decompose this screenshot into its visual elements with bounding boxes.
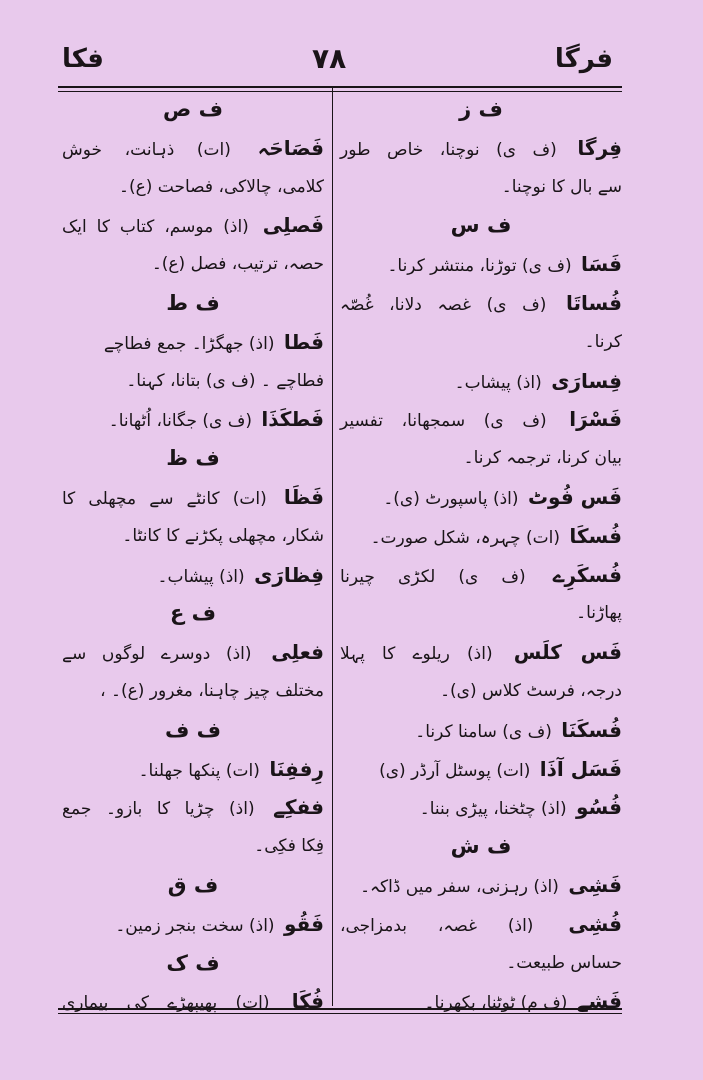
entry-line: [340, 284, 622, 323]
entry-definition: (اذ) دوسرے لوگوں سے: [62, 644, 252, 665]
entry-line: [340, 245, 622, 284]
entry-line: [62, 362, 324, 401]
entry-line: [340, 672, 622, 711]
entry-line: [62, 827, 324, 866]
letter-section-heading: ف ظ: [166, 446, 220, 471]
entry-line: [340, 982, 622, 1021]
entry-definition: (اذ) پیشاب۔: [454, 372, 542, 393]
entry-headword: فَصَاحَہ: [257, 135, 325, 160]
entry-line: [62, 323, 324, 362]
entry-definition: سے بال کا نوچنا۔: [501, 176, 622, 197]
entry-definition: (ات) کانٹے سے مچھلی کا: [62, 488, 267, 509]
entry-definition: فطاچے ۔ (ف ی) بتانا، کہنا۔: [126, 370, 324, 391]
entry-definition: شکار، مچھلی پکڑنے کا کانٹا۔: [122, 525, 324, 546]
entry-headword: فَس کلَس: [513, 640, 622, 665]
entry-definition: (اذ) موسم، کتاب کا ایک: [62, 217, 249, 238]
entry-definition: (اذ) جھگڑا۔ جمع فطاچے: [103, 333, 275, 354]
letter-section-heading: ف ص: [163, 97, 223, 121]
entry-definition: (اذ) رہزنی، سفر میں ڈاکہ۔: [360, 876, 559, 897]
entry-definition: (اذ) سخت بنجر زمین۔: [115, 915, 275, 936]
entry-headword: فَسَا: [581, 252, 622, 277]
entry-definition: (اذ) چڑیا کا بازو۔ جمع: [62, 799, 255, 820]
letter-section-heading: ف ع: [169, 601, 217, 626]
entry-line: [340, 168, 622, 207]
entry-definition: (ف م) ٹوٹنا، بکھرنا۔: [424, 993, 568, 1014]
entry-definition: (ف ی) سمجھانا، تفسیر: [340, 411, 547, 432]
entry-line: [340, 517, 622, 556]
entry-definition: کرنا۔: [584, 331, 622, 352]
entry-headword: رِففِنَا: [269, 756, 324, 781]
entry-definition: (اذ) پیشاب۔: [157, 566, 245, 587]
entry-line: [62, 206, 324, 245]
entry-line: [340, 362, 622, 401]
entry-definition: (ات) ذہانت، خوش: [62, 139, 231, 160]
entry-headword: فَطکَذَا: [261, 407, 324, 432]
entry-line: [340, 129, 622, 168]
entry-line: [340, 400, 622, 439]
entry-definition: (ات) پھیپھڑے کی بیماری: [62, 993, 270, 1014]
entry-line: [62, 905, 324, 944]
entry-headword: فَسَل آذَا: [539, 756, 622, 781]
entry-line: [340, 633, 622, 672]
entry-definition: مختلف چیز چاہنا، مغرور (ع)۔ ،: [100, 680, 324, 701]
letter-section-heading: ف ش: [450, 834, 512, 859]
entry-headword: فُساتَا: [566, 290, 622, 315]
header-first-word: فرگا: [554, 44, 613, 74]
entry-headword: فَظَا: [283, 484, 324, 509]
entry-definition: (ف ی) سامنا کرنا۔: [415, 721, 552, 742]
entry-headword: فَطا: [283, 329, 324, 354]
entry-line: [62, 245, 324, 284]
entry-headword: فَصلِی: [262, 213, 324, 238]
entry-headword: فَشے: [576, 989, 622, 1014]
entry-line: [62, 788, 324, 827]
entry-definition: (ف ی) نوچنا، خاص طور: [340, 139, 557, 160]
entry-line: [62, 168, 324, 207]
entry-definition: بیان کرنا، ترجمہ کرنا۔: [463, 448, 622, 469]
entry-line: [340, 750, 622, 789]
entry-definition: (ف ی) غصہ دلانا، غُصّہ: [340, 294, 547, 315]
entry-line: [340, 905, 622, 944]
entry-definition: (اذ) ریلوے کا پہلا: [340, 644, 493, 665]
entry-headword: فعلِی: [271, 640, 324, 665]
entry-line: [62, 672, 324, 711]
entry-line: [340, 594, 622, 633]
entry-definition: (ف ی) جگانا، اُٹھانا۔: [108, 411, 252, 432]
entry-line: [62, 982, 324, 1021]
entry-line: [340, 556, 622, 595]
entry-definition: (ف ی) توڑنا، منتشر کرنا۔: [387, 256, 572, 277]
entry-line: [340, 478, 622, 517]
entry-line: [62, 517, 324, 556]
entry-headword: فَس فُوٹ: [527, 484, 622, 509]
entry-headword: فِسارَی: [551, 368, 622, 393]
column-divider: [332, 86, 333, 1006]
header-last-word: فکا: [62, 44, 104, 74]
entry-definition: فِکا فکِی۔: [254, 836, 324, 857]
entry-definition: (ف ی) لکڑی چیرنا: [340, 566, 526, 587]
entry-line: [340, 944, 622, 983]
letter-section-heading: ف ف: [164, 717, 222, 742]
entry-line: [62, 478, 324, 517]
entry-line: [340, 788, 622, 827]
left-column: [62, 90, 324, 1021]
page-number: ٧٨: [312, 42, 347, 75]
entry-definition: کلامی، چالاکی، فصاحت (ع)۔: [119, 176, 324, 197]
entry-headword: فُسکَنَا: [561, 717, 622, 742]
entry-headword: فَسْرَا: [569, 407, 623, 432]
entry-definition: (ات) پوسٹل آرڈر (ی): [379, 760, 531, 781]
entry-definition: حصہ، ترتیب، فصل (ع)۔: [151, 254, 324, 275]
entry-line: [340, 711, 622, 750]
letter-section-heading: ف ط: [166, 290, 220, 315]
entry-headword: فُکَا: [291, 989, 324, 1014]
entry-line: [340, 439, 622, 478]
letter-section-heading: ف ز: [459, 97, 503, 121]
entry-line: [62, 400, 324, 439]
entry-headword: فَقُو: [283, 911, 324, 936]
letter-section-heading: ف س: [450, 213, 512, 238]
entry-definition: حساس طبیعت۔: [506, 952, 622, 973]
letter-section-heading: ف ک: [166, 950, 220, 975]
entry-line: [62, 556, 324, 595]
entry-headword: ففکِے: [273, 795, 325, 820]
entry-headword: فَشِی: [568, 872, 622, 897]
entry-definition: (اذ) پاسپورٹ (ی)۔: [383, 488, 519, 509]
entry-definition: (اذ) غصہ، بدمزاجی،: [340, 915, 534, 936]
entry-headword: فِرگا: [577, 135, 623, 160]
entry-headword: فُسکَا: [569, 523, 622, 548]
entry-definition: درجہ، فرسٹ کلاس (ی)۔: [440, 680, 622, 701]
entry-headword: فُسکَرِے: [552, 562, 622, 587]
letter-section-heading: ف ق: [167, 872, 219, 897]
entry-line: [340, 323, 622, 362]
entry-line: [340, 866, 622, 905]
entry-definition: پھاڑنا۔: [576, 603, 622, 624]
entry-definition: (اذ) چٹخنا، پیڑی بننا۔: [419, 799, 567, 820]
entry-headword: فُشِی: [568, 911, 623, 936]
entry-headword: فِظارَی: [254, 562, 324, 587]
entry-headword: فُسُو: [576, 795, 622, 820]
right-column: [340, 90, 622, 1021]
entry-definition: (ات) پنکھا جھلنا۔: [138, 760, 260, 781]
entry-line: [62, 750, 324, 789]
entry-definition: (ات) چہرہ، شکل صورت۔: [370, 527, 560, 548]
entry-line: [62, 633, 324, 672]
header-rule: [58, 86, 622, 88]
entry-line: [62, 129, 324, 168]
